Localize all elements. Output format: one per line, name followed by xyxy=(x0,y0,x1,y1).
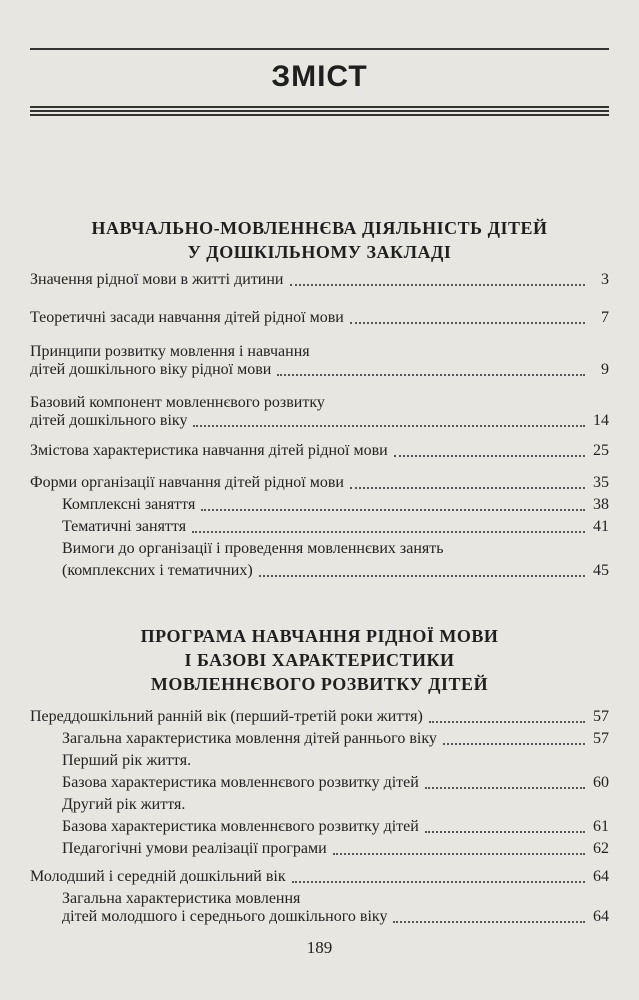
dot-leader xyxy=(393,921,585,923)
top-rule xyxy=(30,48,609,50)
toc-subheading: Перший рік життя. xyxy=(62,752,192,769)
dot-leader xyxy=(193,425,585,427)
toc-entry-label: дітей дошкільного віку xyxy=(30,412,188,429)
dot-leader xyxy=(290,284,586,286)
toc-entry-label: Загальна характеристика мовлення дітей раннього віку xyxy=(62,730,437,747)
dot-leader xyxy=(350,487,585,489)
page-title: ЗМІСТ xyxy=(271,60,368,93)
section2-heading-line2: І БАЗОВІ ХАРАКТЕРИСТИКИ xyxy=(184,650,455,670)
toc-entry-label: Змістова характеристика навчання дітей рідної мови xyxy=(30,442,388,459)
toc-subentry xyxy=(62,838,609,860)
toc-entry xyxy=(30,307,609,329)
toc-subentry xyxy=(62,516,609,538)
toc-entry-page: 57 xyxy=(593,730,609,747)
section1-heading-line1: НАВЧАЛЬНО-МОВЛЕННЄВА ДІЯЛЬНІСТЬ ДІТЕЙ xyxy=(91,218,548,238)
toc-entry-label: Переддошкільний ранній вік (перший-третій роки життя) xyxy=(30,708,423,725)
dot-leader xyxy=(425,831,585,833)
toc-subentry xyxy=(62,906,609,928)
toc-entry xyxy=(30,706,609,728)
toc-entry-page: 38 xyxy=(593,496,609,513)
toc-entry-label: Молодший і середній дошкільний вік xyxy=(30,868,286,885)
toc-entry-label-line1: Принципи розвитку мовлення і навчання xyxy=(30,343,310,360)
dot-leader xyxy=(277,374,585,376)
toc-entry xyxy=(30,359,609,381)
dot-leader xyxy=(443,743,585,745)
section1-heading xyxy=(30,216,609,264)
toc-entry-label-line1: Базовий компонент мовленнєвого розвитку xyxy=(30,394,325,411)
toc-entry-label: Тематичні заняття xyxy=(62,518,187,535)
toc-entry-label: Базова характеристика мовленнєвого розвитку дітей xyxy=(62,818,419,835)
toc-subentry xyxy=(62,816,609,838)
toc-entry-page: 64 xyxy=(593,868,609,885)
toc-entry-page: 25 xyxy=(593,442,609,459)
toc-entry-label: дітей молодшого і середнього дошкільного віку xyxy=(62,908,388,925)
toc-entry-page: 45 xyxy=(593,562,609,579)
toc-entry-page: 62 xyxy=(593,840,609,857)
toc-entry-label-line1: Вимоги до організації і проведення мовленнєвих занять xyxy=(62,540,444,557)
toc-subentry xyxy=(62,728,609,750)
toc-entry-label: Значення рідної мови в житті дитини xyxy=(30,271,284,288)
toc-entry xyxy=(30,440,609,462)
toc-entry-label: (комплексних і тематичних) xyxy=(62,562,253,579)
toc-subentry xyxy=(62,772,609,794)
dot-leader xyxy=(292,881,585,883)
toc-subheading: Другий рік життя. xyxy=(62,796,186,813)
dot-leader xyxy=(259,575,585,577)
toc-entry xyxy=(30,410,609,432)
toc-entry-page: 35 xyxy=(593,474,609,491)
toc-entry-label: Форми організації навчання дітей рідної мови xyxy=(30,474,344,491)
toc-entry xyxy=(30,269,609,291)
toc-entry-page: 3 xyxy=(601,271,609,288)
toc-entry-page: 14 xyxy=(593,412,609,429)
dot-leader xyxy=(192,531,585,533)
section2-heading-line3: МОВЛЕННЄВОГО РОЗВИТКУ ДІТЕЙ xyxy=(150,674,489,694)
dot-leader xyxy=(394,455,585,457)
dot-leader xyxy=(333,853,585,855)
toc-entry-page: 41 xyxy=(593,518,609,535)
toc-entry-page: 9 xyxy=(601,361,609,378)
section2-heading-line1: ПРОГРАМА НАВЧАННЯ РІДНОЇ МОВИ xyxy=(140,626,499,646)
title-underline-rules xyxy=(30,106,609,118)
toc-entry xyxy=(30,866,609,888)
toc-entry-page: 60 xyxy=(593,774,609,791)
dot-leader xyxy=(429,721,585,723)
toc-entry-label: Педагогічні умови реалізації програми xyxy=(62,840,327,857)
section2-heading xyxy=(30,624,609,696)
page-number: 189 xyxy=(306,938,333,957)
toc-entry-label: Комплексні заняття xyxy=(62,496,196,513)
toc-entry-label: Теоретичні засади навчання дітей рідної мови xyxy=(30,309,344,326)
toc-entry-page: 7 xyxy=(601,309,609,326)
dot-leader xyxy=(425,787,585,789)
toc-subentry xyxy=(62,494,609,516)
toc-entry-label: Базова характеристика мовленнєвого розвитку дітей xyxy=(62,774,419,791)
toc-entry-label-line1: Загальна характеристика мовлення xyxy=(62,890,301,907)
toc-entry xyxy=(30,472,609,494)
toc-entry-page: 64 xyxy=(593,908,609,925)
toc-entry-label: дітей дошкільного віку рідної мови xyxy=(30,361,272,378)
toc-entry-page: 57 xyxy=(593,708,609,725)
section1-heading-line2: У ДОШКІЛЬНОМУ ЗАКЛАДІ xyxy=(187,242,452,262)
toc-entry-page: 61 xyxy=(593,818,609,835)
dot-leader xyxy=(201,509,585,511)
dot-leader xyxy=(350,322,585,324)
toc-subentry xyxy=(62,560,609,582)
